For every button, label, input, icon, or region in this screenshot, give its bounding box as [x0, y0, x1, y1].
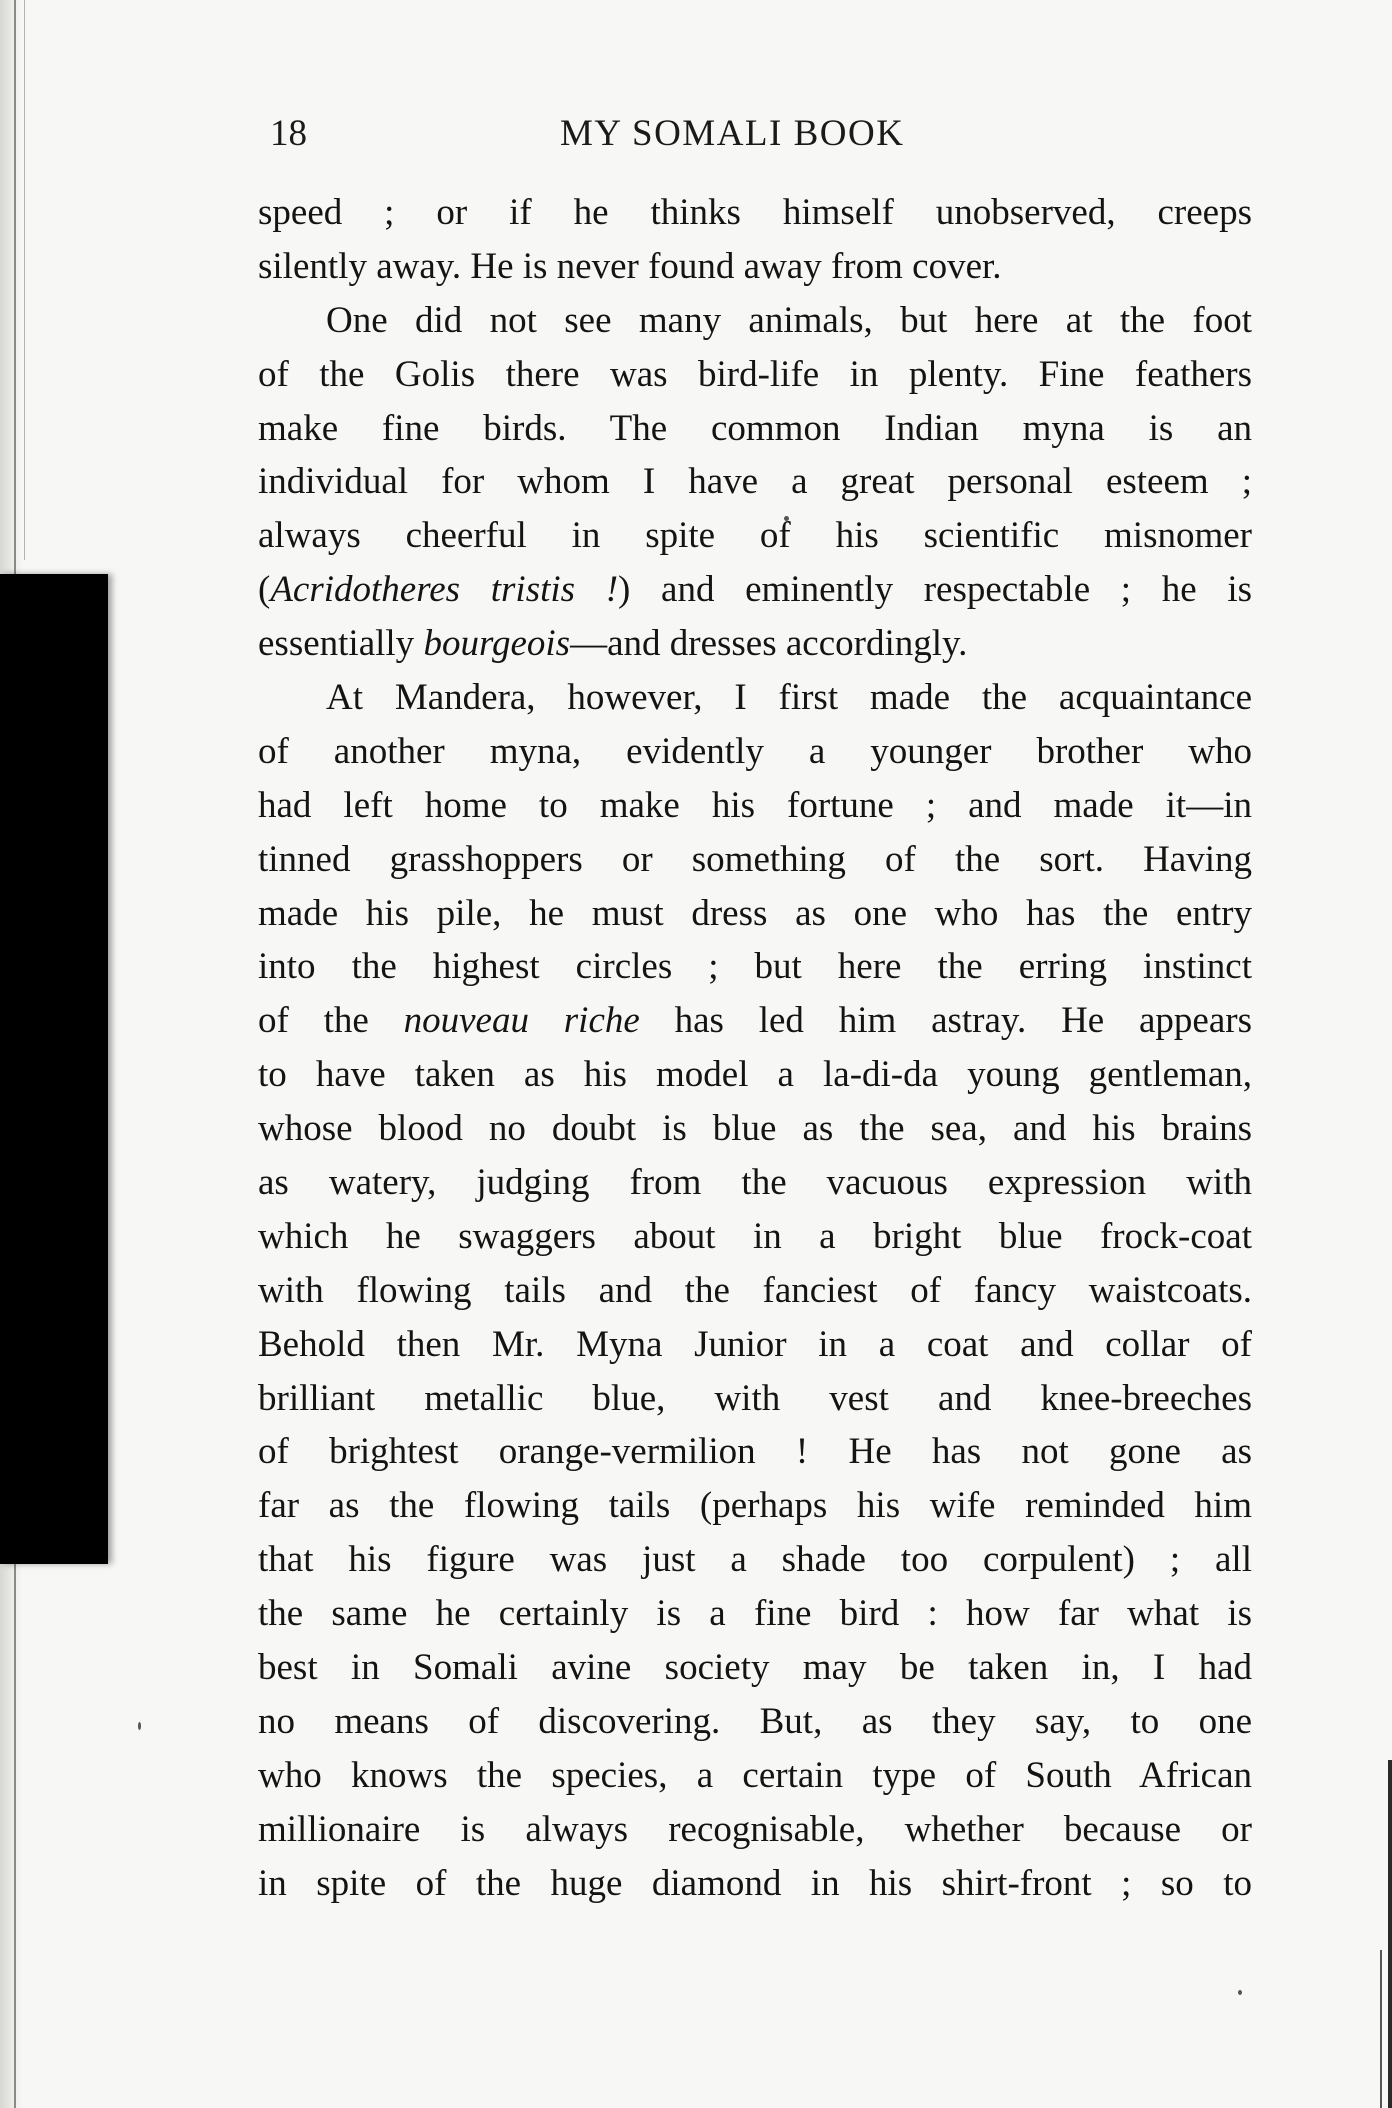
- text-segment: essentially: [258, 623, 424, 665]
- text-line: [258, 563, 1252, 617]
- text-segment: (: [258, 569, 271, 611]
- text-line: always cheerful in spite of his scientific misnomer: [258, 515, 1252, 557]
- text-line: Behold then Mr. Myna Junior in a coat and collar of: [258, 1323, 1252, 1365]
- text-line: speed ; or if he thinks himself unobserved, creeps: [258, 192, 1252, 233]
- text-line: brilliant metallic blue, with vest and knee-breeches: [258, 1377, 1252, 1419]
- text-segment: —and dresses accordingly.: [570, 623, 968, 665]
- text-line: who knows the species, a certain type of South African: [258, 1754, 1252, 1796]
- text-line: that his figure was just a shade too corpulent) ; all: [258, 1539, 1252, 1581]
- text-line: At Mandera, however, I first made the acquaintance: [326, 677, 1252, 719]
- text-segment: of the: [258, 1000, 404, 1042]
- right-page-edge-secondary: [1380, 1950, 1382, 2108]
- page-number: 18: [270, 113, 307, 154]
- text-line: of another myna, evidently a younger brother who: [258, 730, 1252, 772]
- print-speck: [1238, 1990, 1242, 1995]
- print-speck: [138, 1722, 141, 1730]
- italic-text: Acridotheres tristis !: [270, 569, 619, 611]
- italic-text: bourgeois: [423, 623, 571, 665]
- text-line: whose blood no doubt is blue as the sea, and his brains: [258, 1108, 1252, 1150]
- black-index-tab: [0, 574, 108, 1564]
- text-line: make fine birds. The common Indian myna is an: [258, 407, 1252, 449]
- page-header: [270, 112, 1250, 164]
- text-segment: has led him astray. He appears: [639, 1000, 1252, 1042]
- text-line: [258, 994, 1252, 1048]
- text-line: [258, 617, 1252, 671]
- text-line: One did not see many animals, but here at the foot: [326, 299, 1252, 341]
- right-page-edge: [1388, 1760, 1392, 2108]
- italic-text: nouveau riche: [403, 1000, 640, 1042]
- text-line: far as the flowing tails (perhaps his wife reminded him: [258, 1485, 1252, 1527]
- text-line: which he swaggers about in a bright blue frock-coat: [258, 1215, 1252, 1257]
- text-line: into the highest circles ; but here the erring instinct: [258, 946, 1252, 988]
- text-line: as watery, judging from the vacuous expression with: [258, 1162, 1252, 1204]
- text-line: the same he certainly is a fine bird : how far what is: [258, 1593, 1252, 1635]
- text-line: silently away. He is never found away from cover.: [258, 245, 1002, 287]
- text-line: tinned grasshoppers or something of the sort. Having: [258, 838, 1252, 880]
- text-line: of the Golis there was bird-life in plenty. Fine feathers: [258, 353, 1252, 395]
- text-line: no means of discovering. But, as they say, to one: [258, 1700, 1252, 1742]
- text-line: individual for whom I have a great personal esteem ;: [258, 461, 1252, 503]
- text-line: millionaire is always recognisable, whether because or: [258, 1808, 1252, 1850]
- text-line: best in Somali avine society may be taken in, I had: [258, 1647, 1252, 1689]
- text-line: made his pile, he must dress as one who has the entry: [258, 892, 1252, 934]
- text-line: had left home to make his fortune ; and made it—in: [258, 784, 1252, 826]
- body-text: [258, 186, 1252, 1911]
- page-binding-edge-secondary: [24, 0, 25, 560]
- text-segment: ) and eminently respectable ; he is: [618, 569, 1252, 611]
- text-line: with flowing tails and the fanciest of fancy waistcoats.: [258, 1269, 1252, 1311]
- text-line: to have taken as his model a la-di-da young gentleman,: [258, 1054, 1252, 1096]
- running-title: MY SOMALI BOOK: [560, 113, 905, 154]
- text-line: in spite of the huge diamond in his shirt-front ; so to: [258, 1862, 1252, 1904]
- text-line: of brightest orange-vermilion ! He has not gone as: [258, 1431, 1252, 1473]
